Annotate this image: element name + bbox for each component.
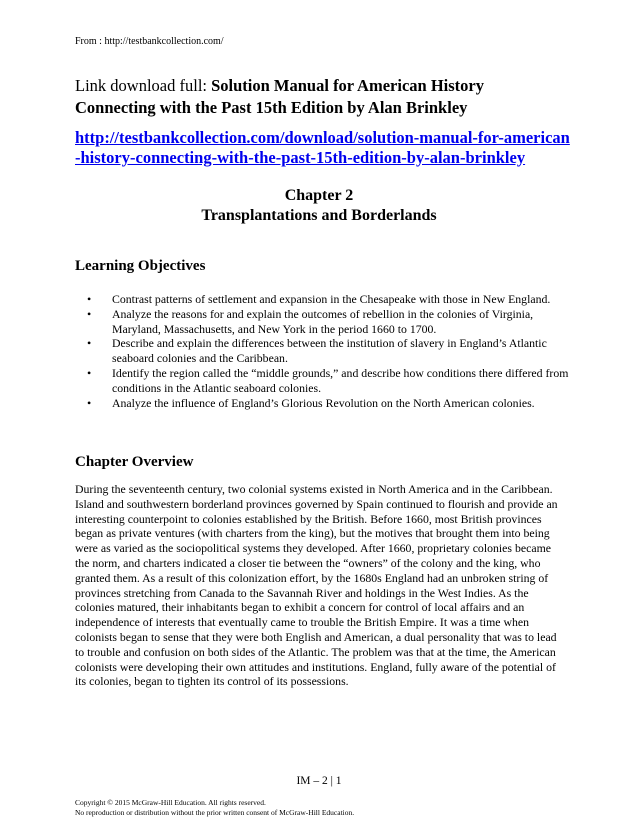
learning-objectives-heading: Learning Objectives (75, 258, 206, 274)
list-item: • Analyze the reasons for and explain the outcomes of rebellion in the colonies of Virginia, Maryland, Massachusetts, and New York in the period 1660 to 1700. (75, 307, 575, 337)
page-number: IM – 2 | 1 (296, 775, 342, 787)
chapter-title: Transplantations and Borderlands (201, 207, 437, 224)
learning-objectives-list (75, 292, 575, 410)
list-item: • Identify the region called the “middle grounds,” and describe how conditions there differed from conditions in the Atlantic seaboard colonies. (75, 366, 575, 396)
list-item: • Analyze the influence of England’s Glorious Revolution on the North American colonies. (75, 396, 575, 411)
copyright-footer (75, 798, 354, 818)
source-header: From : http://testbankcollection.com/ (75, 36, 224, 47)
list-item: • Contrast patterns of settlement and expansion in the Chesapeake with those in New England. (75, 292, 575, 307)
copyright-line: Copyright © 2015 McGraw-Hill Education. All rights reserved. (75, 798, 266, 807)
reproduction-notice: No reproduction or distribution without the prior written consent of McGraw-Hill Education. (75, 808, 355, 817)
chapter-heading (0, 186, 638, 226)
list-item: • Describe and explain the differences between the institution of slavery in England’s Atlantic seaboard colonies and the Caribbean. (75, 336, 575, 366)
chapter-number: Chapter 2 (284, 187, 354, 204)
download-intro (75, 75, 555, 119)
chapter-overview-heading: Chapter Overview (75, 454, 194, 470)
chapter-overview-text: During the seventeenth century, two colonial systems existed in North America and in the Caribbean. Island and southwestern borderland provinces governed by Spain continued to flourish and provide an interesting counterpoint to colonies established by the British. Before 1660, most British provinces began as private ventures (with charters from the king), but the motives that brought them into being were as varied as the sociopolitical systems they developed. After 1660, proprietary colonies became the norm, and charters indicated a closer tie between the “owners” of the colony and the king, who granted them. As a result of this colonization effort, by the 1680s England had an unbroken string of provinces stretching from Canada to the Savannah River and holdings in the West Indies. As the colonies matured, their inhabitants began to exhibit a concern for control of local affairs and an independence of interests that eventually came to trouble the British Empire. It was a time when colonists began to sense that they were both English and American, a dual personality that was to lead to trouble and confusion on both sides of the Atlantic. The problem was that at the time, the American colonists were developing their own attitudes and institutions. England, fully aware of the potential of its colonies, began to tighten its control of its possessions. (75, 482, 558, 689)
manual-title: Solution Manual for American History Connecting with the Past 15th Edition by Alan Brinkley (75, 76, 484, 117)
download-link[interactable]: http://testbankcollection.com/download/solution-manual-for-american-history-connecting-with-the-past-15th-edition-by-alan-brinkley (75, 128, 570, 167)
intro-prefix: Link download full: (75, 76, 212, 95)
